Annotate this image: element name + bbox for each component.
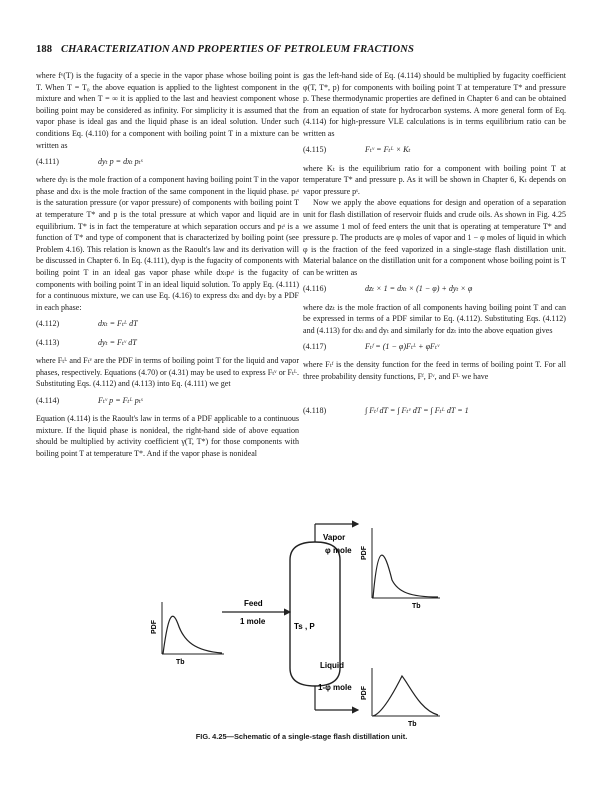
equation-expression: dyₜ = Fₜᵛ dT xyxy=(98,337,137,347)
equation-expression: ∫ Fₜᶠ dT = ∫ Fₜᵛ dT = ∫ Fₜᴸ dT = 1 xyxy=(365,405,469,415)
equation-4-118 xyxy=(303,388,566,432)
equation-4-112 xyxy=(36,317,299,330)
equation-number: (4.117) xyxy=(303,341,327,351)
page-number: 188 xyxy=(36,44,53,55)
flash-distillation-diagram xyxy=(140,520,470,730)
liquid-pdf-axis-label: PDF xyxy=(361,686,368,700)
paragraph: gas the left-hand side of Eq. (4.114) should be multiplied by fugacity coefficient φ(T, T*, p) for components with boiling point T at temperature T* and pressure p. These thermodynamic properties are defined in Chapter 6 and can be obtained from an equation of state for hydrocarbon systems. A more general form of Eq. (4.114) for high-pressure VLE calculations is in terms equilibrium ratio can be written as xyxy=(303,71,566,138)
liquid-pdf-curve xyxy=(373,676,438,716)
paragraph: where Kₜ is the equilibrium ratio for a component with boiling point T at temperature T* and pressure p. As it will be shown in Chapter 6, Kₜ depends on vapor pressure pˢ. xyxy=(303,163,566,196)
equation-4-113 xyxy=(36,336,299,349)
equation-number: (4.111) xyxy=(36,156,59,166)
feed-tb-axis-label: Tb xyxy=(176,659,185,666)
paragraph: where dzₜ is the mole fraction of all components having boiling point T and can be expressed in terms of a PDF similar to Eq. (4.112). Substituting Eqs. (4.112) and (4.113) for dxₜ and dyₜ and similarly for dzₜ into the above equation gives xyxy=(303,302,566,335)
vapor-pdf-axis-label: PDF xyxy=(361,546,368,560)
equation-expression: Fₜᶠ = (1 − φ)Fₜᴸ + φFₜᵛ xyxy=(365,341,440,351)
equation-4-114 xyxy=(36,394,299,407)
paragraph: where fᵛ(T) is the fugacity of a specie in the vapor phase whose boiling point is T. When T = T₀ the above equation is applied to the lightest component in the mixture and when T = ∞ it is applied to the last and heaviest component whose boiling point may be considered as infinity. For simplicity it is assumed that the vapor phase is ideal gas and the liquid phase is an ideal solution. Under such conditions Eq. (4.110) for a component with boiling point T in a mixture can be written as xyxy=(36,71,299,150)
unit-condition-label: Ts , P xyxy=(294,622,315,631)
paragraph: Equation (4.114) is the Raoult's law in terms of a PDF applicable to a continuous mixture. If the liquid phase is nonideal, the right-hand side of above equation should be multiplied by activity coefficient γ(T, T*) for those components with boiling point T at temperature T*. And if the vapor phase is nonideal xyxy=(36,414,299,458)
right-column xyxy=(303,70,566,438)
equation-number: (4.115) xyxy=(303,145,327,155)
feed-pdf-axis-label: PDF xyxy=(151,620,158,634)
liquid-tb-axis-label: Tb xyxy=(408,721,417,728)
liquid-label: Liquid xyxy=(320,661,344,670)
vapor-label: Vapor xyxy=(323,533,346,542)
running-title: CHARACTERIZATION AND PROPERTIES OF PETROLEUM FRACTIONS xyxy=(60,44,414,55)
equation-expression: dzₜ × 1 = dxₜ × (1 − φ) + dyₜ × φ xyxy=(365,284,473,294)
liquid-moles: 1-φ mole xyxy=(318,683,352,692)
equation-4-116 xyxy=(303,283,566,296)
equation-number: (4.114) xyxy=(36,395,60,405)
equation-4-117 xyxy=(303,340,566,353)
vapor-pdf-curve xyxy=(373,555,438,598)
vapor-tb-axis-label: Tb xyxy=(412,603,421,610)
equation-expression: dyₜ p = dxₜ pₜˢ xyxy=(98,156,143,166)
left-column xyxy=(36,70,299,459)
equation-expression: dxₜ = Fₜᴸ dT xyxy=(98,318,138,328)
feed-label: Feed xyxy=(244,599,263,608)
paragraph: Now we apply the above equations for design and operation of a separation unit for flash distillation of reservoir fluids and crude oils. As shown in Fig. 4.25 we assume 1 mol of feed enters the unit that is operating at temperature T* and pressure p. The products are φ moles of vapor and 1 − φ moles of liquid in which φ is the fraction of the feed vaporized in a single-stage flash distillation unit. Material balance on the distillation unit for a component whose boiling point is T can be written as xyxy=(303,198,566,277)
equation-number: (4.112) xyxy=(36,318,60,328)
paragraph: where dyₜ is the mole fraction of a component having boiling point T in the vapor phase and dxₜ is the mole fraction of the same component in the liquid phase. pₜˢ is the saturation pressure (or vapor pressure) of components with boiling point T at temperature T* and p is the total pressure at which vapor and liquid are in equilibrium. T* is in fact the temperature at which separation occurs and pₜˢ is a function of T* and type of component that is characterized by boiling point (see Problem 4.16). This relation is known as the Raoult's law and its derivation will be discussed in Chapter 6. In Eq. (4.111), dyₜp is the fugacity of components with boiling point T in an ideal gas vapor phase while dxₜpₜˢ is the fugacity of components with boiling point T in an ideal liquid solution. To apply Eq. (4.111) for a continuous mixture, we can use Eq. (4.16) to express dxₜ and dyₜ by a PDF in each phase: xyxy=(36,175,299,312)
equation-number: (4.118) xyxy=(303,405,327,415)
equation-expression: Fₜᵛ = Fₜᴸ × Kₜ xyxy=(365,145,411,155)
page-header xyxy=(36,44,571,55)
feed-pdf-curve xyxy=(163,616,222,654)
equation-4-111 xyxy=(36,155,299,168)
vapor-moles: φ mole xyxy=(325,546,352,555)
figure-caption: FIG. 4.25—Schematic of a single-stage flash distillation unit. xyxy=(195,732,408,741)
feed-moles: 1 mole xyxy=(240,617,266,626)
equation-4-115 xyxy=(303,144,566,157)
equation-number: (4.116) xyxy=(303,284,327,294)
equation-expression: Fₜᵛ p = Fₜᴸ pₜˢ xyxy=(98,395,143,405)
equation-number: (4.113) xyxy=(36,337,60,347)
paragraph: where Fₜᶠ is the density function for the feed in terms of boiling point T. For all three probability density functions, Fᶠ, Fᵛ, and Fᴸ we have xyxy=(303,360,566,381)
paragraph: where Fₜᴸ and Fₜᵛ are the PDF in terms of boiling point T for the liquid and vapor phases, respectively. Equations (4.70) or (4.31) may be used to express Fₜᵛ or Fₜᴸ. Substituting Eqs. (4.112) and (4.113) into Eq. (4.111) we get xyxy=(36,356,299,389)
